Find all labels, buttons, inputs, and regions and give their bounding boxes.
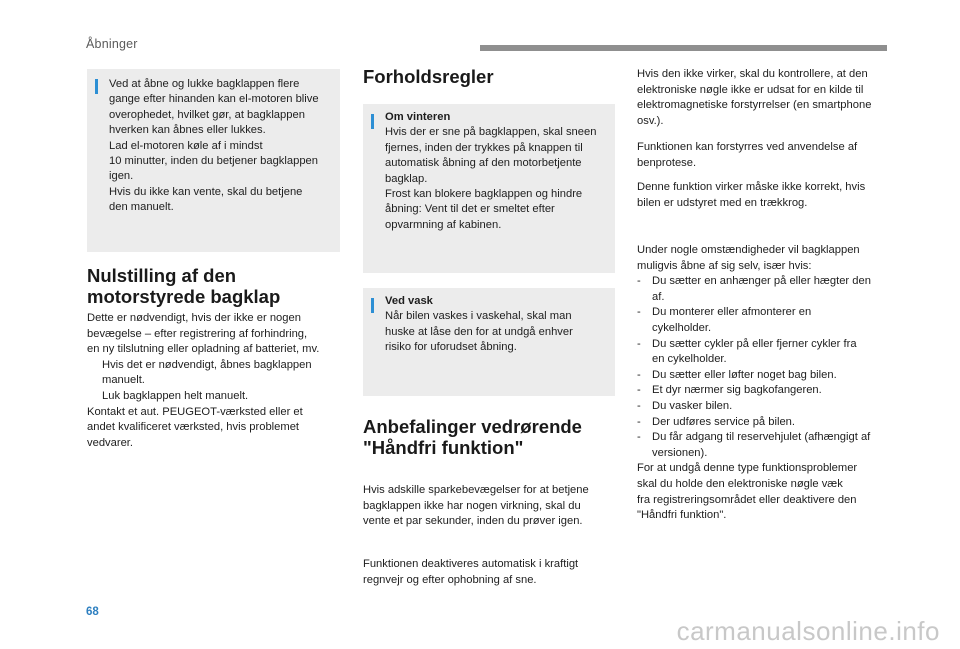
para-line: Denne funktion virker måske ikke korrekt, hvis [637,181,866,193]
right-para-4 [637,243,907,524]
handsfree-heading-line2: "Håndfri funktion" [363,437,524,458]
dash-icon: - [637,368,641,381]
reset-bullet-2 [87,389,347,405]
condition-item-cont: af. [652,290,665,303]
wash-note-title: Ved vask [385,295,433,307]
item-text: Du får adgang til reservehjulet (afhængigt af [652,431,871,444]
watermark: carmanualsonline.info [676,616,940,646]
condition-item [637,383,907,399]
note-line: Hvis du ikke kan vente, skal du betjene [109,185,303,198]
info-marker-icon [371,114,374,129]
condition-item [637,415,907,431]
note-line: 10 minutter, inden du betjener bagklappen [109,155,318,168]
dash-icon: - [637,415,641,428]
section-title: Åbninger [86,37,138,51]
winter-note [363,104,615,273]
note-line: hverken kan åbnes eller lukkes. [109,124,266,137]
condition-item [637,337,907,353]
dash-icon: - [637,384,641,397]
para-line: Under nogle omstændigheder vil bagklappen [637,244,860,256]
info-marker-icon [95,79,98,94]
para-line: bagklappen ikke har nogen virkning, skal du [363,499,581,512]
closing-line: fra registreringsområdet eller deaktivere den [637,493,857,506]
reset-intro-line: Dette er nødvendigt, hvis der ikke er nogen [87,312,301,324]
note-line: overophedet, hvilket gør, at bagklappen [109,108,305,121]
dash-icon: - [637,399,641,412]
condition-item [637,274,907,290]
note-line: gange efter hinanden kan el-motoren blive [109,93,319,106]
reset-outro-line: Kontakt et aut. PEUGEOT-værksted eller et [87,405,303,418]
item-text: Du sætter eller løfter noget bag bilen. [652,368,837,381]
para-line: Funktionen kan forstyrres ved anvendelse af [637,141,858,153]
winter-note-line: bagklap. [385,172,428,185]
note-line: Lad el-motoren køle af i mindst [109,139,263,152]
para-line: vente et par sekunder, inden du prøver igen. [363,515,583,528]
dash-icon: - [637,337,641,350]
condition-item [637,368,907,384]
reset-outro-line: vedvarer. [87,436,134,449]
reset-bullet-1 [87,358,347,374]
wash-note-line: Når bilen vaskes i vaskehal, skal man [385,310,572,323]
condition-item-cont: cykelholder. [652,321,712,334]
para-line: benprotese. [637,156,697,169]
right-para-3 [637,180,907,211]
para-line: regnvejr og efter ophobning af sne. [363,573,537,586]
wash-note-line: huske at låse den for at undgå enhver [385,325,573,338]
para-line: osv.). [637,114,664,127]
closing-line: "Håndfri funktion". [637,509,727,522]
bullet-text: Hvis det er nødvendigt, åbnes bagklappen [102,358,312,371]
wash-note [363,288,615,396]
reset-bullet-1-cont: manuelt. [102,374,145,387]
header-rule [480,45,887,51]
reset-body [87,311,347,451]
closing-line: skal du holde den elektroniske nøgle væk [637,477,843,490]
note-text [109,77,332,216]
note-line: den manuelt. [109,201,174,214]
para-line: bilen er udstyret med en trækkrog. [637,196,808,209]
right-para-2 [637,140,907,171]
item-text: Du sætter en anhænger på eller hægter den [652,275,871,288]
condition-item [637,430,907,446]
reset-outro-line: andet kvalificeret værksted, hvis problemet [87,421,300,434]
item-text: Du monterer eller afmonterer en [652,306,812,319]
reset-heading-line1: Nulstilling af den [87,265,237,286]
winter-note-line: Frost kan blokere bagklappen og hindre [385,188,583,201]
para-line: Hvis adskille sparkebevægelser for at betjene [363,484,589,496]
winter-note-line: automatisk åbning af den motorbetjente [385,157,582,170]
dash-icon: - [637,431,641,444]
winter-note-line: fjernes, inden der trykkes på knappen til [385,141,583,154]
condition-item [637,399,907,415]
reset-heading-line2: motorstyrede bagklap [87,286,281,307]
condition-item [637,305,907,321]
item-text: Der udføres service på bilen. [652,415,796,428]
handsfree-para-1 [363,483,623,530]
bullet-text: Luk bagklappen helt manuelt. [102,389,249,402]
winter-note-line: opvarmning af kabinen. [385,218,502,231]
reset-intro-line: en ny tilslutning eller opladning af batteriet, mv. [87,343,320,356]
para-line: muligvis åbne af sig selv, især hvis: [637,259,812,272]
info-marker-icon [371,298,374,313]
right-para-1 [637,67,907,129]
para-line: Funktionen deaktiveres automatisk i kraftigt [363,558,579,570]
para-line: elektromagnetiske forstyrrelser (en smartphone [637,99,872,112]
condition-item-cont: versionen). [652,446,708,459]
wash-note-line: risiko for uforudset åbning. [385,341,517,354]
dash-icon: - [637,306,641,319]
page-number: 68 [86,606,99,618]
item-text: Du vasker bilen. [652,399,733,412]
handsfree-heading-line1: Anbefalinger vedrørende [363,416,582,437]
closing-line: For at undgå denne type funktionsproblemer [637,462,858,475]
dash-icon: - [637,275,641,288]
condition-item-cont: en cykelholder. [652,353,727,366]
note-line: Ved at åbne og lukke bagklappen flere [109,78,300,90]
handsfree-para-2 [363,557,623,588]
reset-intro-line: bevægelse – efter registrering af forhindring, [87,327,308,340]
handsfree-heading [363,416,582,458]
reset-heading [87,265,280,307]
electric-motor-note [87,69,340,252]
winter-note-line: åbning: Vent til det er smeltet efter [385,203,555,216]
winter-note-title: Om vinteren [385,111,451,123]
winter-note-line: Hvis der er sne på bagklappen, skal sneen [385,126,597,139]
para-line: Hvis den ikke virker, skal du kontrollere, at den [637,68,868,80]
precautions-heading: Forholdsregler [363,66,494,87]
para-line: elektroniske nøgle ikke er udsat for en kilde til [637,83,864,96]
note-line: igen. [109,170,134,183]
item-text: Du sætter cykler på eller fjerner cykler fra [652,337,857,350]
item-text: Et dyr nærmer sig bagkofangeren. [652,384,822,397]
